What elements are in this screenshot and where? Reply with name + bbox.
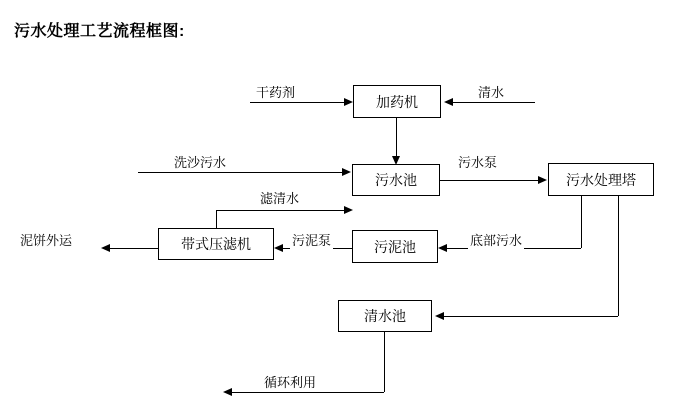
arrow-sand-wash-sewage bbox=[342, 168, 351, 176]
arrow-mud-cake-out bbox=[101, 244, 110, 252]
node-dosing-machine[interactable]: 加药机 bbox=[353, 85, 441, 118]
edge-label-mud-cake-out: 泥饼外运 bbox=[18, 230, 74, 249]
edge-label-bottom-sewage: 底部污水 bbox=[468, 230, 524, 249]
line-dosing-to-sewage bbox=[396, 118, 397, 160]
node-sludge-pool[interactable]: 污泥池 bbox=[352, 230, 438, 263]
line-dry-agent bbox=[250, 102, 346, 103]
arrow-clean-water-in bbox=[444, 98, 453, 106]
arrow-dry-agent bbox=[344, 98, 353, 106]
edge-label-sewage-pump: 污水泵 bbox=[456, 152, 499, 171]
line-bottom-sewage-v bbox=[581, 196, 582, 248]
line-clean-water-in bbox=[453, 102, 535, 103]
arrow-sludge-pump bbox=[274, 244, 283, 252]
page-title: 污水处理工艺流程框图: bbox=[14, 23, 185, 40]
edge-label-dry-agent: 干药剂 bbox=[254, 82, 297, 101]
node-clean-water-pool[interactable]: 清水池 bbox=[338, 300, 432, 332]
node-sewage-pool[interactable]: 污水池 bbox=[352, 164, 440, 196]
arrow-recycle bbox=[223, 388, 232, 396]
line-filtrate-v bbox=[216, 210, 217, 228]
arrow-tower-to-clean bbox=[435, 312, 444, 320]
arrow-filtrate bbox=[344, 206, 353, 214]
line-filtrate-h bbox=[216, 210, 346, 211]
edge-label-clean-water-in: 清水 bbox=[476, 82, 506, 101]
edge-label-recycle-use: 循环利用 bbox=[262, 372, 318, 391]
node-belt-filter-press[interactable]: 带式压滤机 bbox=[158, 228, 274, 260]
node-treatment-tower[interactable]: 污水处理塔 bbox=[548, 163, 654, 196]
line-mud-cake-out bbox=[110, 248, 158, 249]
line-sand-wash-sewage bbox=[138, 172, 344, 173]
line-recycle-h bbox=[232, 392, 384, 393]
edge-label-filtrate: 滤清水 bbox=[258, 188, 301, 207]
line-tower-to-clean-h bbox=[444, 316, 618, 317]
line-tower-to-clean-v bbox=[618, 196, 619, 316]
line-sewage-pump bbox=[440, 180, 540, 181]
arrow-sewage-pump bbox=[538, 176, 547, 184]
edge-label-sand-wash-sewage: 洗沙污水 bbox=[172, 152, 228, 171]
line-recycle-v bbox=[384, 332, 385, 392]
edge-label-sludge-pump: 污泥泵 bbox=[290, 230, 333, 249]
arrow-bottom-sewage bbox=[438, 244, 447, 252]
